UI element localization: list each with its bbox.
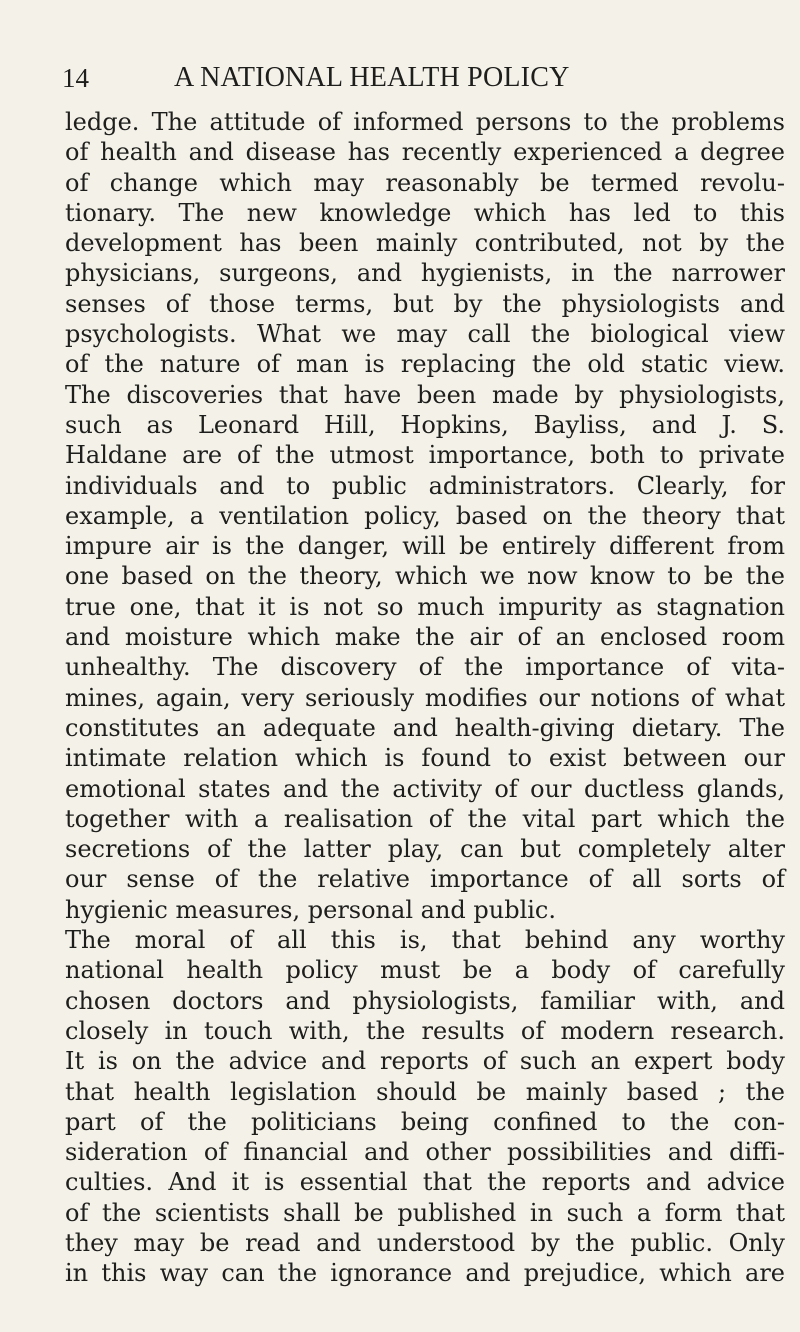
text-line: physicians, surgeons, and hygienists, in the narrower bbox=[65, 259, 785, 288]
text-line: It is on the advice and reports of such an expert body bbox=[65, 1047, 785, 1076]
text-line: senses of those terms, but by the physiologists and bbox=[65, 289, 785, 318]
text-line: such as Leonard Hill, Hopkins, Bayliss, and J. S. bbox=[65, 410, 785, 439]
text-line: part of the politicians being confined to the con- bbox=[65, 1107, 785, 1136]
text-line: they may be read and understood by the public. Only bbox=[65, 1228, 785, 1257]
text-line: in this way can the ignorance and prejudice, which are bbox=[65, 1259, 785, 1288]
paragraph-end-line: hygienic measures, personal and public. bbox=[65, 895, 556, 924]
text-line: psychologists. What we may call the biological view bbox=[65, 320, 785, 349]
text-line: impure air is the danger, will be entirely different from bbox=[65, 532, 785, 561]
text-line: unhealthy. The discovery of the importance of vita- bbox=[65, 653, 785, 682]
text-line: emotional states and the activity of our ductless glands, bbox=[65, 774, 785, 803]
text-line: ledge. The attitude of informed persons to the problems bbox=[65, 108, 785, 136]
text-line: that health legislation should be mainly based ; the bbox=[65, 1077, 785, 1106]
text-line: tionary. The new knowledge which has led to this bbox=[65, 198, 785, 227]
text-line: Haldane are of the utmost importance, both to private bbox=[65, 441, 785, 470]
text-line: chosen doctors and physiologists, familiar with, and bbox=[65, 986, 785, 1015]
text-line: national health policy must be a body of carefully bbox=[65, 956, 785, 985]
text-line: closely in touch with, the results of modern research. bbox=[65, 1016, 785, 1045]
text-line: of the nature of man is replacing the old static view. bbox=[65, 350, 785, 379]
text-line: of the scientists shall be published in such a form that bbox=[65, 1198, 785, 1227]
paragraph-start-line: The moral of all this is, that behind any worthy bbox=[65, 926, 785, 955]
text-line: one based on the theory, which we now know to be the bbox=[65, 562, 785, 591]
body-text bbox=[65, 107, 785, 1289]
text-line: of health and disease has recently experienced a degree bbox=[65, 138, 785, 167]
running-header bbox=[62, 58, 790, 98]
text-line: of change which may reasonably be termed revolu- bbox=[65, 168, 785, 197]
running-title: A NATIONAL HEALTH POLICY bbox=[174, 62, 570, 93]
text-line: The discoveries that have been made by physiologists, bbox=[65, 380, 785, 409]
text-line: our sense of the relative importance of all sorts of bbox=[65, 865, 785, 894]
text-line: constitutes an adequate and health-giving dietary. The bbox=[65, 713, 785, 742]
text-line: example, a ventilation policy, based on the theory that bbox=[65, 501, 785, 530]
text-line: and moisture which make the air of an enclosed room bbox=[65, 623, 785, 652]
text-line: together with a realisation of the vital part which the bbox=[65, 804, 785, 833]
text-line: development has been mainly contributed, not by the bbox=[65, 229, 785, 258]
text-line: secretions of the latter play, can but completely alter bbox=[65, 835, 785, 864]
text-line: intimate relation which is found to exist between our bbox=[65, 744, 785, 773]
text-line: mines, again, very seriously modifies our notions of what bbox=[65, 683, 785, 712]
text-line: true one, that it is not so much impurity as stagnation bbox=[65, 592, 785, 621]
text-line: culties. And it is essential that the reports and advice bbox=[65, 1168, 785, 1197]
text-line: sideration of financial and other possibilities and diffi- bbox=[65, 1138, 785, 1167]
text-line: individuals and to public administrators. Clearly, for bbox=[65, 471, 785, 500]
page-number: 14 bbox=[62, 63, 89, 93]
